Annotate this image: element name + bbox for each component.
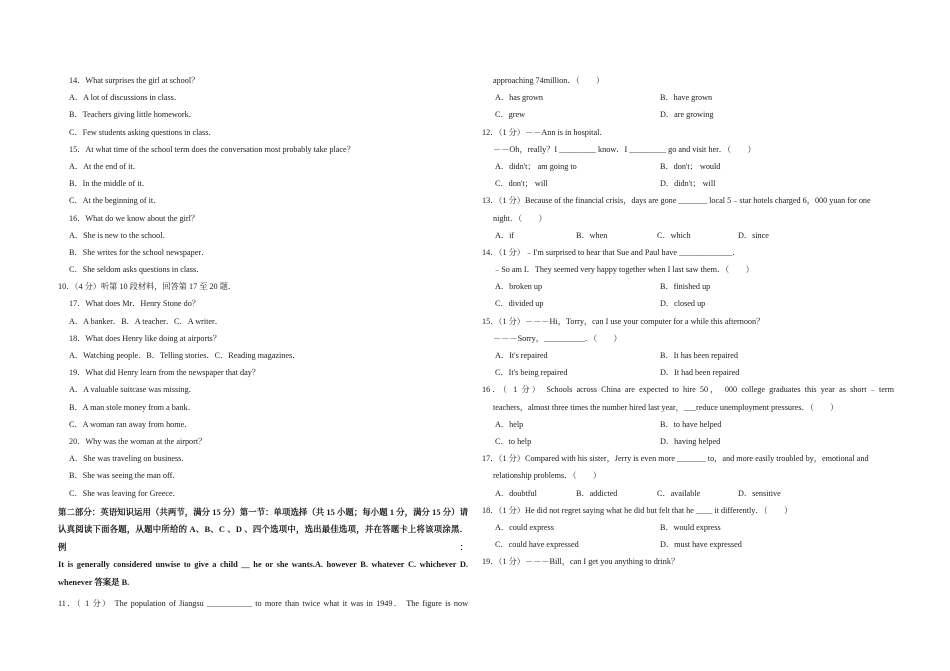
question-14-options-row-1 <box>482 278 894 295</box>
question-14-stem: 14．（1 分）﹣I'm surprised to hear that Sue and Paul have _____________． <box>482 247 741 257</box>
question-line: 10．（4 分）听第 10 段材料，回答第 17 至 20 题． <box>58 282 237 292</box>
question-18-options-row-1 <box>482 519 894 536</box>
option-b: B．It has been repaired <box>660 351 738 360</box>
question-line: A．She is new to the school． <box>69 230 171 240</box>
question-line: A．A banker．B．A teacher．C．A writer． <box>69 316 223 326</box>
option-b: B．have grown <box>660 93 713 103</box>
option-a: A．has grown <box>495 93 543 103</box>
question-18-stem: 18．（1 分）He did not regret saying what he did but felt that he ____ it differently．（ ） <box>482 505 793 515</box>
question-13-line-2: night．（ ） <box>493 213 547 223</box>
right-column <box>482 72 894 570</box>
question-16-stem: 16．（ 1 分） Schools across China are expected to hire 50， 000 college graduates this year as short﹣term <box>482 385 894 395</box>
option-b: B．when <box>576 230 608 240</box>
option-d: D．are growing <box>660 110 714 120</box>
option-a: A．It's repaired <box>495 351 548 360</box>
option-c: C．available <box>657 488 701 498</box>
option-a: A．help <box>495 419 524 429</box>
section-heading-line: 认真阅读下面各题，从题中所给的 A、B、C 、D 、四个选项中，选出最佳选项，并在答题卡上将该项涂黑．例： <box>58 525 468 552</box>
option-d: D．since <box>738 230 769 240</box>
question-line: 15．At what time of the school term does the conversation most probably take place？ <box>69 144 355 154</box>
question-17-line-2: relationship problems．（ ） <box>493 471 602 481</box>
question-18-options-row-2 <box>482 536 894 553</box>
option-c: C．could have expressed <box>495 540 579 550</box>
option-d: D．must have expressed <box>660 540 742 550</box>
question-17-stem: 17．（1 分）Compared with his sister，Jerry is even more _______ to，and more easily troubled by，emotional and <box>482 454 869 464</box>
section-heading-line: whenever 答案是 B. <box>58 577 130 587</box>
section-heading-line: 第二部分：英语知识运用（共两节，满分 15 分）第一节：单项选择（共 15 小题；每小题 1 分，满分 15 分）请 <box>58 507 468 517</box>
question-19-stem: 19．（1 分）－－－Bill，can I get you anything to drink？ <box>482 557 680 567</box>
option-a: A．broken up <box>495 282 543 292</box>
question-15-options-row-2 <box>482 364 894 381</box>
question-line: C．Few students asking questions in class． <box>69 127 217 137</box>
option-d: D．didn't； will <box>660 179 716 189</box>
question-14-options-row-2 <box>482 295 894 312</box>
question-14-line-2: ﹣So am I．They seemed very happy together when I last saw them．（ ） <box>493 265 754 275</box>
option-c: C．divided up <box>495 299 544 309</box>
question-line: 18．What does Henry like doing at airports？ <box>69 333 221 343</box>
question-12-stem: 12．（1 分）－－Ann is in hospital． <box>482 127 608 137</box>
option-c: C．don't； will <box>495 179 548 189</box>
question-16-options-row-2 <box>482 433 894 450</box>
question-12-options-row-2 <box>482 175 894 192</box>
left-column <box>58 72 468 612</box>
option-a: A．doubtful <box>495 488 537 498</box>
question-line: C．At the beginning of it． <box>69 196 162 206</box>
option-d: D．It had been repaired <box>660 368 740 378</box>
option-b: B．don't； would <box>660 161 721 171</box>
question-line: B．She writes for the school newspaper． <box>69 247 210 257</box>
question-line: A．A lot of discussions in class． <box>69 93 183 103</box>
option-a: A．didn't； am going to <box>495 161 577 171</box>
option-c: C．It's being repaired <box>495 368 568 378</box>
option-a: A．could express <box>495 522 554 532</box>
option-c: C．grew <box>495 110 526 120</box>
question-line: C．She seldom asks questions in class． <box>69 265 205 275</box>
option-b: B．finished up <box>660 282 711 292</box>
question-line: 19．What did Henry learn from the newspaper that day？ <box>69 368 260 378</box>
section-heading-line: It is generally considered unwise to give a child __ he or she wants.A. however B. whatever C. whichever D. <box>58 560 468 570</box>
option-b: B．to have helped <box>660 419 722 429</box>
question-line: A．At the end of it． <box>69 161 141 171</box>
option-c: C．to help <box>495 436 532 446</box>
question-line: C．She was leaving for Greece． <box>69 488 181 498</box>
option-a: A．if <box>495 230 515 240</box>
option-d: D．having helped <box>660 436 721 446</box>
question-line: 17．What does Mr．Henry Stone do？ <box>69 299 200 309</box>
question-17-options <box>482 485 894 502</box>
question-11-options-row-1 <box>482 89 894 106</box>
question-12-options-row-1 <box>482 158 894 175</box>
option-d: D．closed up <box>660 299 706 309</box>
question-line: A．Watching people．B．Telling stories．C．Reading magazines． <box>69 351 301 360</box>
section-heading <box>58 504 468 592</box>
question-line: 16．What do we know about the girl？ <box>69 213 200 223</box>
question-line: B．She was seeing the man off． <box>69 471 181 481</box>
question-12-line-2: －－Oh，really？I _________ know．I _________ go and visit her．（ ） <box>493 144 756 154</box>
question-15-options-row-1 <box>482 347 894 364</box>
question-11-continuation: approaching 74million．（ ） <box>493 76 605 85</box>
option-d: D．sensitive <box>738 488 781 498</box>
question-11-stem: 11．（ 1 分） The population of Jiangsu ___________ to more than twice what it was in 1949． The figure is now <box>58 599 468 609</box>
option-c: C．which <box>657 230 691 240</box>
question-line: C．A woman ran away from home． <box>69 419 193 429</box>
question-11-options-row-2 <box>482 106 894 123</box>
question-line: B．Teachers giving little homework． <box>69 110 197 120</box>
question-line: B．In the middle of it． <box>69 179 150 189</box>
question-line: B．A man stole money from a bank． <box>69 402 196 412</box>
question-line: A．A valuable suitcase was missing． <box>69 385 197 395</box>
question-15-stem: 15．（1 分）－－－Hi，Torry，can I use your computer for a while this afternoon？ <box>482 316 765 326</box>
question-16-options-row-1 <box>482 416 894 433</box>
option-b: B．would express <box>660 522 721 532</box>
question-line: 20．Why was the woman at the airport？ <box>69 436 207 446</box>
option-b: B．addicted <box>576 488 618 498</box>
question-13-options <box>482 227 894 244</box>
question-16-line-2: teachers，almost three times the number hired last year，___reduce unemployment pressures．（ ） <box>493 402 839 412</box>
question-15-line-2: －－－Sorry，__________．（ ） <box>493 333 622 343</box>
left-question-lines <box>58 72 468 502</box>
question-line: 14．What surprises the girl at school？ <box>69 76 200 85</box>
question-13-stem: 13．（1 分）Because of the financial crisis，days are gone _______ local 5﹣star hotels charged 6，000 yuan for one <box>482 196 871 206</box>
question-line: A．She was traveling on business． <box>69 454 190 464</box>
